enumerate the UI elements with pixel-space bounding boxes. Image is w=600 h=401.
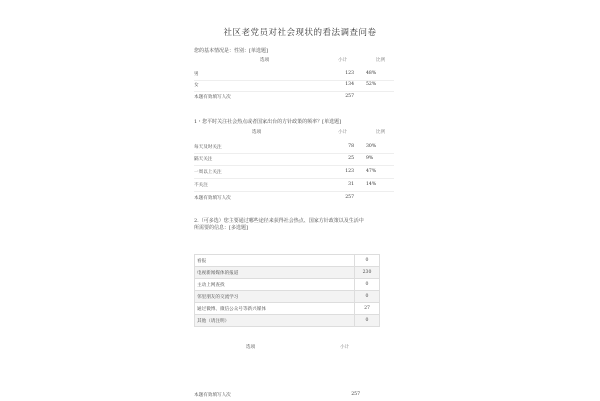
row-label: 本题有效填写人次 [194, 393, 231, 398]
q1-title: 1・您平时关注社会热点或者国家出台的方针政策的频率？[单选题] [194, 119, 342, 125]
q0-header-ratio: 比例 [376, 58, 386, 63]
q2-row-valid [194, 390, 394, 401]
row-percent: 9% [366, 156, 374, 161]
q2-header-count: 小计 [340, 345, 350, 350]
table-row [195, 267, 380, 279]
table-row [195, 315, 380, 327]
row-label: 主动上网查找 [195, 279, 355, 291]
row-count: 0 [355, 291, 380, 303]
q1-header-ratio: 比例 [376, 130, 386, 135]
row-count: 31 [348, 182, 354, 187]
row-label: 不关注 [194, 183, 208, 188]
row-count: 123 [345, 169, 354, 174]
table-row [195, 255, 380, 267]
row-count: 78 [348, 144, 354, 149]
q0-row-female [194, 80, 394, 92]
q1-header-count: 小计 [338, 130, 348, 135]
table-row [195, 279, 380, 291]
q1-header-option: 选项 [252, 130, 262, 135]
q2-title-line2: 所需要的信息：[多选题] [194, 225, 248, 231]
row-label: 一周以上关注 [194, 170, 222, 175]
row-count: 0 [355, 315, 380, 327]
row-label: 男 [194, 72, 199, 77]
row-label: 邻里朋友的交流学习 [195, 291, 355, 303]
q1-row [194, 154, 394, 166]
q0-row-valid [194, 92, 394, 103]
q2-title-line1: 2.（可多选）您主要通过哪些途径来获得社会热点、国家方针政策以及生活中 [194, 218, 364, 224]
row-count: 257 [351, 392, 360, 397]
row-percent: 52% [366, 82, 377, 87]
q2-header-option: 选项 [246, 345, 256, 350]
row-label: 其他（请注明） [195, 315, 355, 327]
row-percent: 14% [366, 182, 377, 187]
row-count: 134 [345, 82, 354, 87]
row-label: 每天及时关注 [194, 145, 222, 150]
row-label: 女 [194, 83, 199, 88]
row-label: 电视新闻媒体的报道 [195, 267, 355, 279]
row-label: 本题有效填写人次 [194, 95, 231, 100]
row-count: 257 [345, 195, 354, 200]
q1-row [194, 167, 394, 179]
row-count: 25 [348, 156, 354, 161]
row-count: 257 [345, 94, 354, 99]
row-label: 通过微博、微信公众号等新兴媒体 [195, 303, 355, 315]
q1-row [194, 142, 394, 154]
q0-header-option: 选项 [260, 58, 270, 63]
table-row [195, 291, 380, 303]
table-row [195, 303, 380, 315]
row-count: 123 [345, 71, 354, 76]
row-count: 230 [355, 267, 380, 279]
row-label: 隔天关注 [194, 157, 213, 162]
q0-title: 您的基本情况是：性别：[单选题] [194, 48, 268, 54]
row-label: 本题有效填写人次 [194, 196, 231, 201]
q2-table [194, 254, 380, 327]
q0-header-count: 小计 [338, 58, 348, 63]
row-count: 0 [355, 279, 380, 291]
q1-row [194, 180, 394, 192]
survey-title: 社区老党员对社会现状的看法调查问卷 [223, 28, 377, 38]
q1-row-valid [194, 193, 394, 204]
row-count: 27 [355, 303, 380, 315]
row-count: 0 [355, 255, 380, 267]
row-percent: 47% [366, 169, 377, 174]
row-label: 看报 [195, 255, 355, 267]
row-percent: 48% [366, 71, 377, 76]
row-percent: 30% [366, 144, 377, 149]
